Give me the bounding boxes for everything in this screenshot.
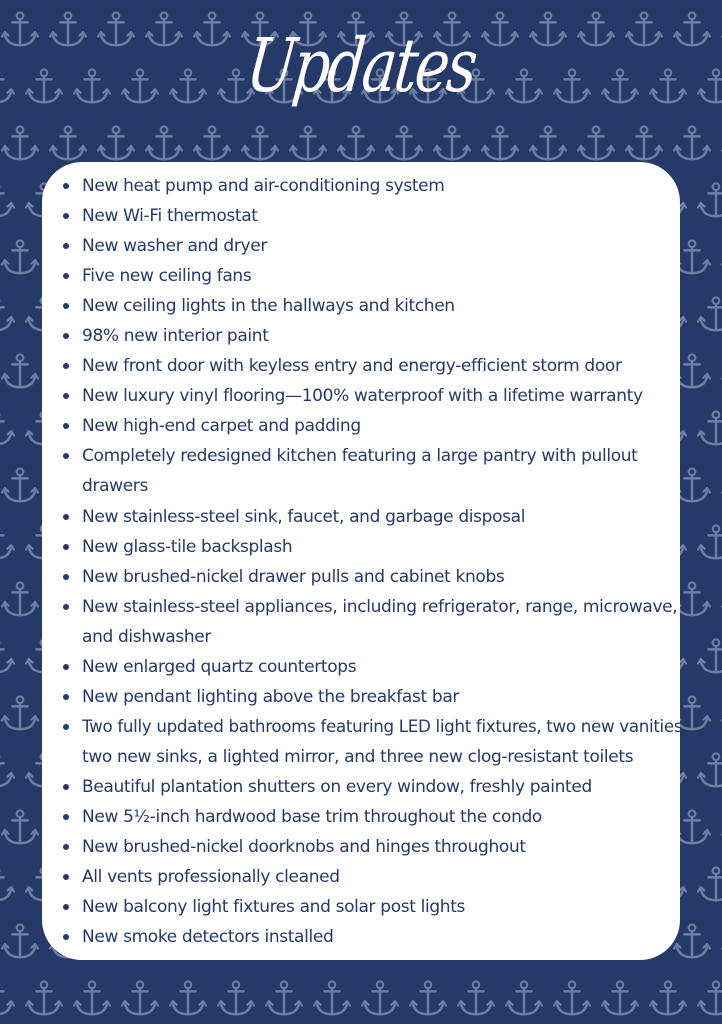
anchor-icon (146, 126, 182, 159)
anchor-icon (2, 240, 38, 273)
list-item-text: New smoke detectors installed (82, 927, 334, 948)
anchor-icon (650, 981, 686, 1014)
list-item (82, 171, 694, 201)
list-item-text: New stainless-steel appliances, including refrigerator, range, microwave, (82, 596, 678, 617)
anchor-icon (698, 981, 722, 1014)
anchor-icon (0, 981, 14, 1014)
list-item-text: Completely redesigned kitchen featuring a large pantry with pullout (82, 446, 638, 467)
anchor-icon (2, 354, 38, 387)
list-item (82, 832, 694, 862)
list-item-text: New brushed-nickel drawer pulls and cabinet knobs (82, 566, 505, 587)
list-item (82, 502, 694, 532)
anchor-icon (410, 981, 446, 1014)
anchor-icon (0, 867, 14, 900)
list-item (82, 592, 694, 652)
anchor-icon (0, 183, 14, 216)
list-item (82, 201, 694, 231)
anchor-icon (698, 753, 722, 786)
anchor-icon (458, 981, 494, 1014)
list-item-text: New brushed-nickel doorknobs and hinges throughout (82, 837, 526, 858)
list-item (82, 562, 694, 592)
list-item-text: New pendant lighting above the breakfast bar (82, 686, 460, 707)
anchor-icon (434, 126, 470, 159)
list-item-text: New washer and dryer (82, 236, 267, 257)
anchor-icon (554, 981, 590, 1014)
list-item (82, 682, 694, 712)
anchor-icon (314, 981, 350, 1014)
list-item-text-continued: two new sinks, a lighted mirror, and three new clog-resistant toilets (82, 746, 634, 767)
list-item (82, 652, 694, 682)
list-item (82, 802, 694, 832)
list-item-text: New Wi-Fi thermostat (82, 206, 258, 227)
list-item-text: New front door with keyless entry and energy-efficient storm door (82, 356, 622, 377)
list-item-text: 98% new interior paint (82, 326, 269, 347)
anchor-icon (698, 297, 722, 330)
anchor-icon (26, 69, 62, 102)
list-item (82, 922, 694, 952)
anchor-icon (50, 126, 86, 159)
anchor-icon (650, 69, 686, 102)
anchor-icon (242, 126, 278, 159)
list-item-text-continued: drawers (82, 476, 148, 497)
anchor-icon (0, 297, 14, 330)
list-item-text: New ceiling lights in the hallways and kitchen (82, 296, 455, 317)
anchor-icon (626, 126, 662, 159)
page-title: Updates (242, 23, 480, 109)
list-item-text: New high-end carpet and padding (82, 416, 361, 437)
anchor-icon (386, 126, 422, 159)
anchor-icon (338, 126, 374, 159)
anchor-icon (674, 126, 710, 159)
anchor-icon (266, 981, 302, 1014)
list-item (82, 532, 694, 562)
anchor-icon (50, 12, 86, 45)
anchor-icon (2, 810, 38, 843)
list-item (82, 862, 694, 892)
anchor-icon (122, 981, 158, 1014)
list-item (82, 291, 694, 321)
anchor-icon (698, 525, 722, 558)
anchor-icon (698, 639, 722, 672)
list-item-text-continued: and dishwasher (82, 626, 212, 647)
anchor-icon (2, 924, 38, 957)
anchor-icon (2, 126, 38, 159)
anchor-icon (698, 867, 722, 900)
anchor-icon (362, 981, 398, 1014)
list-item-text: Beautiful plantation shutters on every window, freshly painted (82, 776, 592, 797)
list-item (82, 712, 694, 772)
anchor-icon (74, 981, 110, 1014)
list-item-text: Five new ceiling fans (82, 266, 252, 287)
anchor-icon (194, 126, 230, 159)
list-item (82, 321, 694, 351)
list-item-text: New glass-tile backsplash (82, 536, 293, 557)
list-item-text: Two fully updated bathrooms featuring LED light fixtures, two new vanities, (82, 716, 688, 737)
anchor-icon (698, 183, 722, 216)
anchor-icon (698, 411, 722, 444)
list-item (82, 261, 694, 291)
list-item-text: New 5½-inch hardwood base trim throughout the condo (82, 806, 542, 827)
list-item (82, 892, 694, 922)
anchor-icon (482, 126, 518, 159)
list-item (82, 772, 694, 802)
anchor-icon (2, 696, 38, 729)
anchor-icon (2, 12, 38, 45)
anchor-icon (218, 981, 254, 1014)
anchor-icon (0, 639, 14, 672)
updates-list (82, 171, 694, 952)
anchor-icon (506, 981, 542, 1014)
list-item-text: New balcony light fixtures and solar post lights (82, 897, 466, 918)
anchor-icon (578, 126, 614, 159)
list-item (82, 381, 694, 411)
list-item (82, 441, 694, 501)
list-item (82, 231, 694, 261)
anchor-icon (0, 753, 14, 786)
list-item (82, 351, 694, 381)
anchor-icon (698, 69, 722, 102)
anchor-icon (0, 525, 14, 558)
anchor-icon (602, 981, 638, 1014)
list-item-text: New heat pump and air-conditioning system (82, 176, 445, 196)
anchor-icon (674, 12, 710, 45)
anchor-icon (2, 468, 38, 501)
list-item-text: All vents professionally cleaned (82, 867, 340, 888)
anchor-icon (290, 126, 326, 159)
anchor-icon (2, 582, 38, 615)
list-item-text: New enlarged quartz countertops (82, 656, 357, 677)
list-item (82, 411, 694, 441)
anchor-icon (26, 981, 62, 1014)
anchor-icon (0, 69, 14, 102)
anchor-icon (0, 411, 14, 444)
list-item-text: New luxury vinyl flooring—100% waterproof with a lifetime warranty (82, 386, 643, 407)
list-item-text: New stainless-steel sink, faucet, and garbage disposal (82, 506, 526, 527)
anchor-icon (530, 126, 566, 159)
anchor-icon (170, 981, 206, 1014)
anchor-icon (98, 126, 134, 159)
